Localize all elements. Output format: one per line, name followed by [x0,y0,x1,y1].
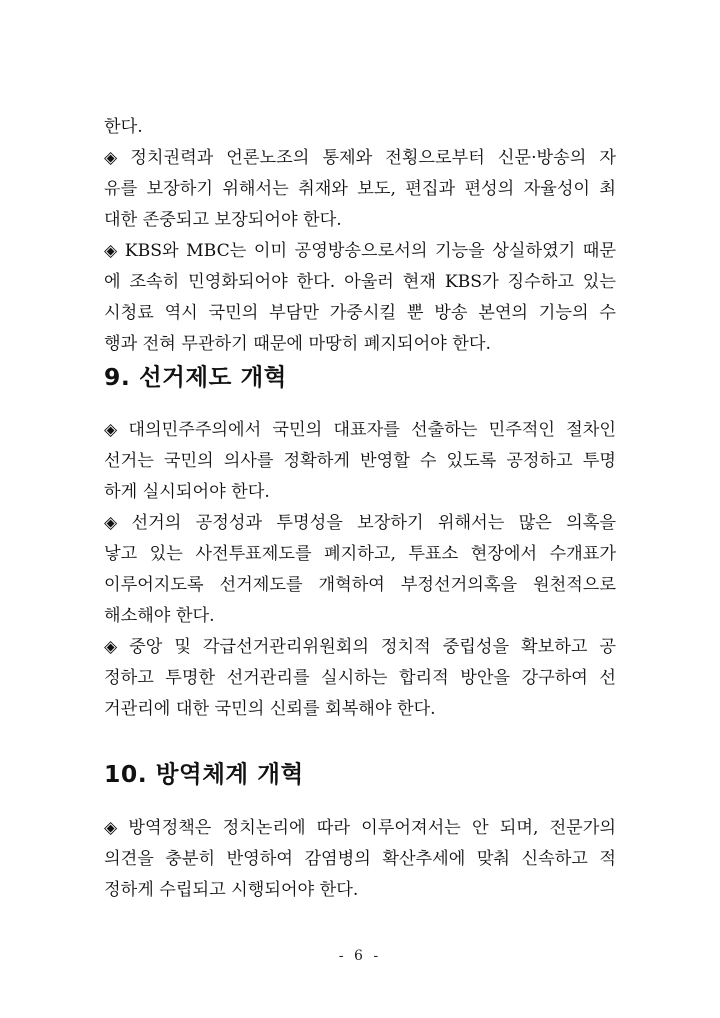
text-line: 한다. [104,117,143,137]
text-line: 정하고 투명한 선거관리를 실시하는 합리적 방안을 강구하여 선 [104,668,616,688]
text-line: ◈ 방역정책은 정치논리에 따라 이루어져서는 안 되며, 전문가의 [104,818,616,838]
text-line: 정하게 수립되고 시행되어야 한다. [104,880,359,900]
text-line: 에 조속히 민영화되어야 한다. 아울러 현재 KBS가 징수하고 있는 [104,272,616,292]
section-8-continuation [104,112,616,360]
text-line: 유를 보장하기 위해서는 취재와 보도, 편집과 편성의 자율성이 최 [104,179,616,199]
text-line: 행과 전혀 무관하기 때문에 마땅히 폐지되어야 한다. [104,334,491,354]
text-line: 시청료 역시 국민의 부담만 가중시킬 뿐 방송 본연의 기능의 수 [104,303,616,323]
section-10-body [104,813,616,906]
text-line: 의견을 충분히 반영하여 감염병의 확산추세에 맞춰 신속하고 적 [104,849,616,869]
text-line: 선거는 국민의 의사를 정확하게 반영할 수 있도록 공정하고 투명 [104,451,616,471]
text-line: 이루어지도록 선거제도를 개혁하여 부정선거의혹을 원천적으로 [104,575,616,595]
text-line: ◈ 중앙 및 각급선거관리위원회의 정치적 중립성을 확보하고 공 [104,637,616,657]
section-heading-10: 10. 방역체계 개혁 [104,760,304,788]
text-line: ◈ 선거의 공정성과 투명성을 보장하기 위해서는 많은 의혹을 [104,513,616,533]
text-line: 대한 존중되고 보장되어야 한다. [104,210,342,230]
section-heading-9: 9. 선거제도 개혁 [104,363,287,391]
text-line: ◈ 대의민주주의에서 국민의 대표자를 선출하는 민주적인 절차인 [104,420,616,440]
text-line: 낳고 있는 사전투표제도를 폐지하고, 투표소 현장에서 수개표가 [104,544,616,564]
page-number: - 6 - [338,948,382,964]
text-line: ◈ KBS와 MBC는 이미 공영방송으로서의 기능을 상실하였기 때문 [104,241,616,261]
text-line: ◈ 정치권력과 언론노조의 통제와 전횡으로부터 신문·방송의 자 [104,148,616,168]
section-9-body [104,415,616,725]
text-line: 하게 실시되어야 한다. [104,482,270,502]
text-line: 해소해야 한다. [104,606,215,626]
text-line: 거관리에 대한 국민의 신뢰를 회복해야 한다. [104,699,436,719]
